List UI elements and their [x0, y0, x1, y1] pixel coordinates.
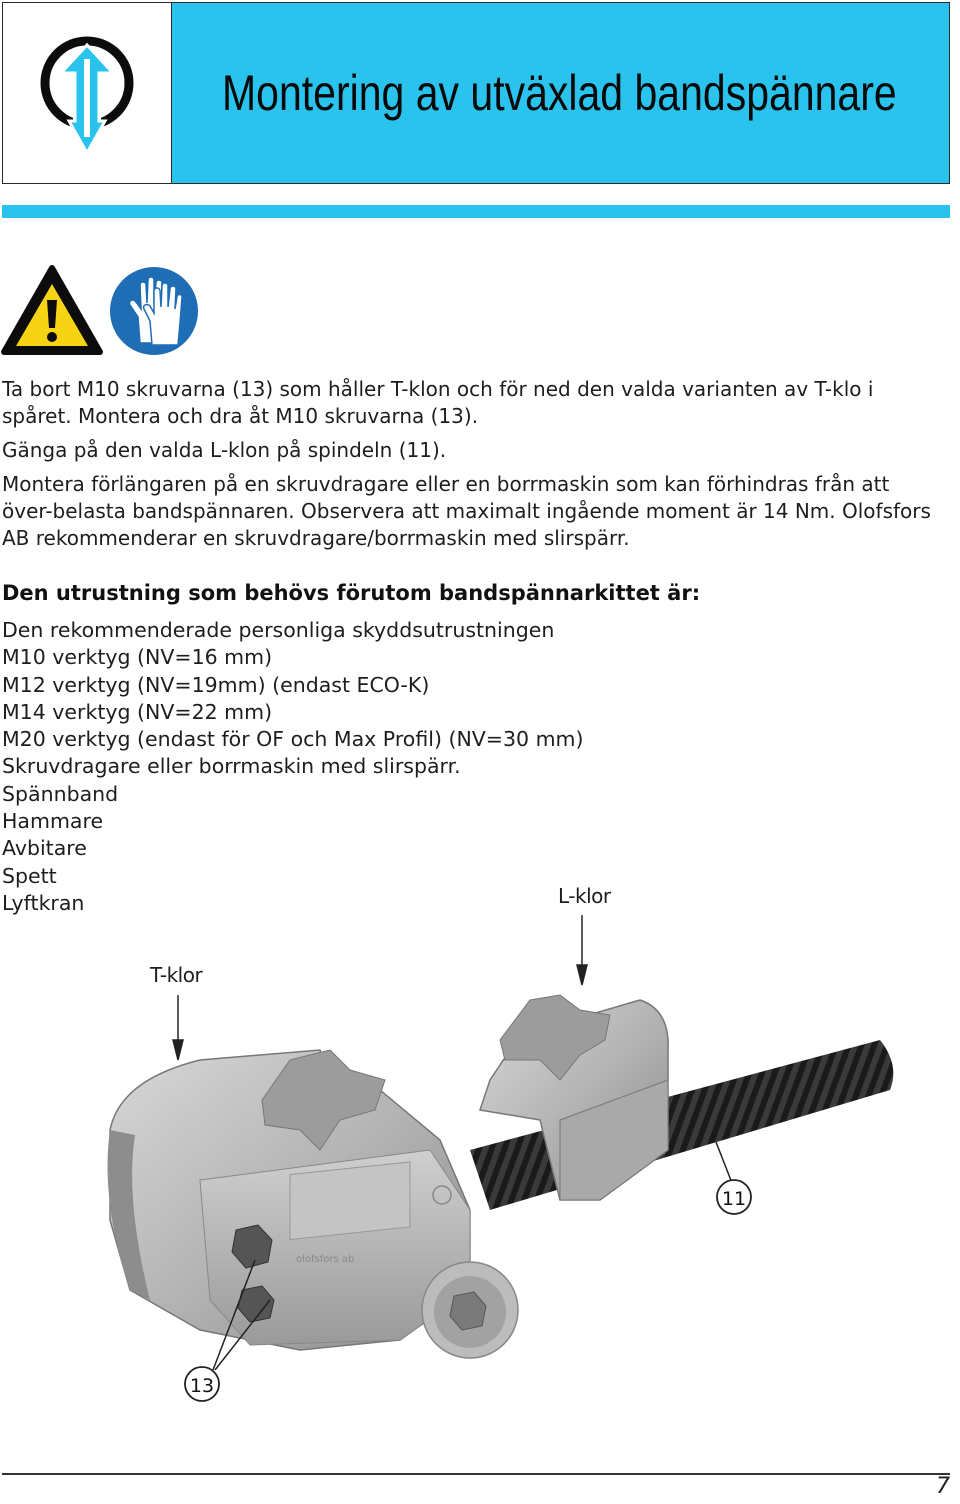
page-header	[2, 2, 950, 184]
instruction-step-3: Montera förlängaren på en skruvdragare eller en borrmaskin som kan förhindras från att över-belasta bandspännaren. Observera att maximalt ingående moment är 14 Nm. Olofsfors AB rekommenderar en skruvdragare/borrmaskin med slirspärr.	[2, 472, 931, 550]
protective-gloves-icon	[108, 265, 200, 357]
label-l-klor: L-klor	[558, 884, 611, 908]
list-item: Spännband	[2, 781, 119, 806]
list-item: Avbitare	[2, 836, 87, 861]
list-item: M14 verktyg (NV=22 mm)	[2, 699, 273, 724]
callout-11-badge	[717, 1180, 751, 1214]
callout-13: 13	[189, 1375, 215, 1397]
list-item: M10 verktyg (NV=16 mm)	[2, 645, 273, 670]
list-item: Den rekommenderade personliga skyddsutrustningen	[2, 618, 555, 642]
instructions	[2, 376, 942, 552]
list-item: Spett	[2, 863, 57, 888]
instruction-step-1: Ta bort M10 skruvarna (13) som håller T-klon och för ned den valda varianten av T-klo i spåret. Montera och dra åt M10 skruvarna (13).	[2, 377, 874, 428]
page-number: 7	[936, 1474, 950, 1499]
list-item: Lyftkran	[2, 890, 85, 915]
label-t-klor: T-klor	[150, 963, 203, 987]
warning-triangle-icon	[0, 264, 104, 356]
installation-arrow-icon	[3, 3, 171, 183]
footer-rule	[2, 1473, 950, 1475]
callout-13-badge	[185, 1367, 219, 1401]
band-tensioner-illustration	[0, 880, 960, 1470]
title-banner	[171, 3, 949, 183]
t-claw-body	[108, 1050, 519, 1358]
plate-text: olofsfors ab	[296, 1254, 355, 1265]
list-item: Hammare	[2, 809, 104, 834]
list-item: M12 verktyg (NV=19mm) (endast ECO-K)	[2, 672, 430, 697]
instruction-step-2: Gänga på den valda L-klon på spindeln (11).	[2, 438, 447, 462]
equipment-list	[2, 617, 584, 917]
page-title: Montering av utväxlad bandspännare	[222, 65, 897, 121]
logo-area	[3, 3, 171, 183]
header-divider-bar	[2, 205, 950, 218]
callout-11: 11	[721, 1188, 747, 1210]
list-item: M20 verktyg (endast för OF och Max Profil) (NV=30 mm)	[2, 727, 584, 752]
list-item: Skruvdragare eller borrmaskin med slirspärr.	[2, 754, 461, 779]
equipment-heading: Den utrustning som behövs förutom bandspännarkittet är:	[2, 581, 701, 605]
